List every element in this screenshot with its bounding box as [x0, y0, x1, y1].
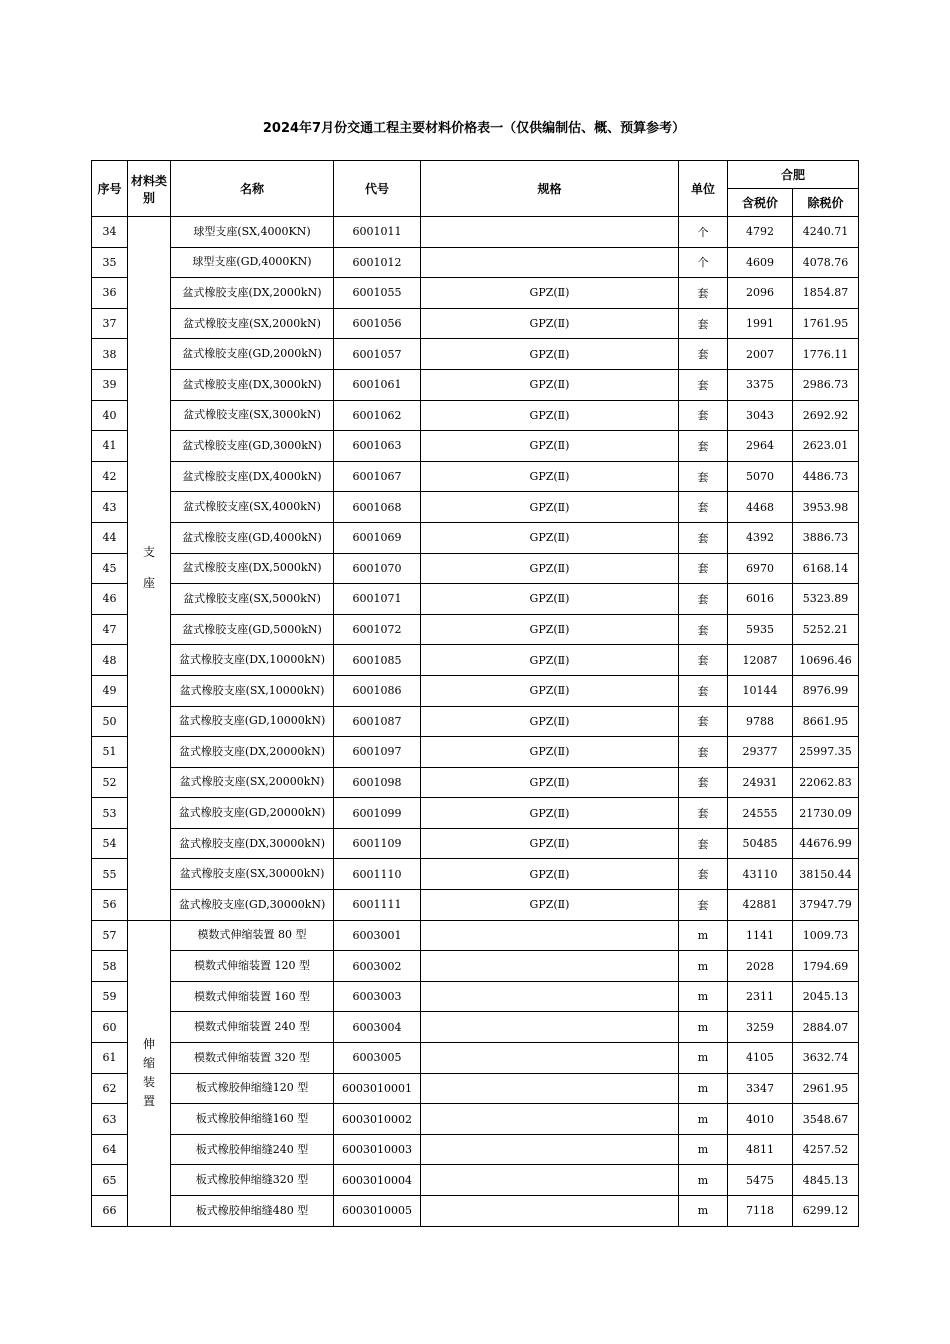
row-unit: 套 — [679, 278, 728, 309]
row-price-notax: 38150.44 — [793, 859, 859, 890]
table-row — [92, 706, 859, 737]
category-expansion — [128, 920, 171, 1226]
category-char: 置 — [142, 1094, 155, 1109]
row-seq: 54 — [92, 828, 128, 859]
row-code: 6001068 — [334, 492, 421, 523]
row-price-tax: 3259 — [728, 1012, 793, 1043]
page-title: 2024年7月份交通工程主要材料价格表一（仅供编制估、概、预算参考） — [262, 121, 686, 136]
row-code: 6003004 — [334, 1012, 421, 1043]
table-row — [92, 400, 859, 431]
row-seq: 34 — [92, 217, 128, 248]
table-row — [92, 431, 859, 462]
row-price-tax: 6016 — [728, 584, 793, 615]
row-seq: 51 — [92, 737, 128, 768]
row-price-notax: 2692.92 — [793, 400, 859, 431]
row-name: 盆式橡胶支座(SX,2000kN) — [171, 308, 334, 339]
row-seq: 55 — [92, 859, 128, 890]
row-price-notax: 25997.35 — [793, 737, 859, 768]
row-code: 6003010004 — [334, 1165, 421, 1196]
row-price-tax: 4010 — [728, 1104, 793, 1135]
row-unit: m — [679, 981, 728, 1012]
row-spec: GPZ(Ⅱ) — [421, 400, 679, 431]
row-code: 6001072 — [334, 614, 421, 645]
row-price-tax: 9788 — [728, 706, 793, 737]
row-code: 6003002 — [334, 951, 421, 982]
row-code: 6001087 — [334, 706, 421, 737]
table-row — [92, 1073, 859, 1104]
row-price-notax: 37947.79 — [793, 890, 859, 921]
row-price-tax: 5475 — [728, 1165, 793, 1196]
row-spec: GPZ(Ⅱ) — [421, 584, 679, 615]
row-name: 盆式橡胶支座(GD,3000kN) — [171, 431, 334, 462]
row-name: 模数式伸缩装置 240 型 — [171, 1012, 334, 1043]
row-name: 板式橡胶伸缩缝480 型 — [171, 1196, 334, 1227]
row-price-notax: 5323.89 — [793, 584, 859, 615]
row-price-tax: 4609 — [728, 247, 793, 278]
row-seq: 40 — [92, 400, 128, 431]
table-row — [92, 981, 859, 1012]
row-price-tax: 3375 — [728, 369, 793, 400]
table-row — [92, 951, 859, 982]
row-price-notax: 44676.99 — [793, 828, 859, 859]
row-price-tax: 4392 — [728, 522, 793, 553]
row-spec: GPZ(Ⅱ) — [421, 890, 679, 921]
row-unit: m — [679, 1165, 728, 1196]
row-spec: GPZ(Ⅱ) — [421, 553, 679, 584]
row-seq: 50 — [92, 706, 128, 737]
row-name: 盆式橡胶支座(GD,5000kN) — [171, 614, 334, 645]
row-spec — [421, 217, 679, 248]
row-price-tax: 29377 — [728, 737, 793, 768]
row-name: 球型支座(SX,4000KN) — [171, 217, 334, 248]
row-price-notax: 3953.98 — [793, 492, 859, 523]
row-code: 6001085 — [334, 645, 421, 676]
row-price-notax: 2045.13 — [793, 981, 859, 1012]
row-name: 盆式橡胶支座(SX,4000kN) — [171, 492, 334, 523]
table-row — [92, 217, 859, 248]
table-row — [92, 737, 859, 768]
row-name: 球型支座(GD,4000KN) — [171, 247, 334, 278]
row-unit: 套 — [679, 614, 728, 645]
row-price-notax: 1776.11 — [793, 339, 859, 370]
row-unit: 套 — [679, 859, 728, 890]
row-code: 6001063 — [334, 431, 421, 462]
table-body — [92, 217, 859, 1227]
row-code: 6003005 — [334, 1043, 421, 1074]
row-unit: m — [679, 1104, 728, 1135]
row-price-tax: 2311 — [728, 981, 793, 1012]
row-spec — [421, 247, 679, 278]
row-price-notax: 10696.46 — [793, 645, 859, 676]
table-row — [92, 767, 859, 798]
row-price-tax: 3043 — [728, 400, 793, 431]
row-seq: 61 — [92, 1043, 128, 1074]
header-seq: 序号 — [92, 161, 128, 217]
row-name: 盆式橡胶支座(SX,5000kN) — [171, 584, 334, 615]
row-price-tax: 5935 — [728, 614, 793, 645]
row-seq: 65 — [92, 1165, 128, 1196]
row-code: 6003003 — [334, 981, 421, 1012]
row-code: 6001070 — [334, 553, 421, 584]
row-spec — [421, 1196, 679, 1227]
row-unit: m — [679, 1196, 728, 1227]
category-char: 伸 — [142, 1037, 155, 1052]
row-name: 盆式橡胶支座(DX,30000kN) — [171, 828, 334, 859]
row-unit: 个 — [679, 247, 728, 278]
table-row — [92, 369, 859, 400]
table-row — [92, 584, 859, 615]
row-price-notax: 3886.73 — [793, 522, 859, 553]
row-spec: GPZ(Ⅱ) — [421, 431, 679, 462]
row-spec: GPZ(Ⅱ) — [421, 461, 679, 492]
row-spec — [421, 981, 679, 1012]
row-name: 板式橡胶伸缩缝320 型 — [171, 1165, 334, 1196]
row-price-tax: 6970 — [728, 553, 793, 584]
row-seq: 48 — [92, 645, 128, 676]
row-price-tax: 4468 — [728, 492, 793, 523]
row-seq: 38 — [92, 339, 128, 370]
row-unit: 套 — [679, 737, 728, 768]
row-unit: 套 — [679, 339, 728, 370]
row-price-notax: 22062.83 — [793, 767, 859, 798]
row-price-tax: 4811 — [728, 1134, 793, 1165]
row-price-tax: 2964 — [728, 431, 793, 462]
row-seq: 52 — [92, 767, 128, 798]
table-row — [92, 278, 859, 309]
row-name: 盆式橡胶支座(GD,2000kN) — [171, 339, 334, 370]
row-spec: GPZ(Ⅱ) — [421, 614, 679, 645]
row-seq: 45 — [92, 553, 128, 584]
category-char: 支 — [142, 545, 155, 560]
table-row — [92, 1196, 859, 1227]
row-spec: GPZ(Ⅱ) — [421, 798, 679, 829]
row-seq: 64 — [92, 1134, 128, 1165]
row-name: 盆式橡胶支座(DX,5000kN) — [171, 553, 334, 584]
row-spec: GPZ(Ⅱ) — [421, 369, 679, 400]
row-code: 6003010005 — [334, 1196, 421, 1227]
row-name: 板式橡胶伸缩缝240 型 — [171, 1134, 334, 1165]
row-price-notax: 2884.07 — [793, 1012, 859, 1043]
row-code: 6001011 — [334, 217, 421, 248]
row-unit: m — [679, 1073, 728, 1104]
row-seq: 46 — [92, 584, 128, 615]
row-seq: 42 — [92, 461, 128, 492]
table-row — [92, 308, 859, 339]
row-price-tax: 12087 — [728, 645, 793, 676]
header-unit: 单位 — [679, 161, 728, 217]
row-price-tax: 7118 — [728, 1196, 793, 1227]
row-seq: 56 — [92, 890, 128, 921]
row-spec: GPZ(Ⅱ) — [421, 675, 679, 706]
row-code: 6003010002 — [334, 1104, 421, 1135]
row-code: 6001067 — [334, 461, 421, 492]
row-price-tax: 4792 — [728, 217, 793, 248]
row-spec — [421, 1165, 679, 1196]
row-seq: 49 — [92, 675, 128, 706]
row-name: 盆式橡胶支座(GD,10000kN) — [171, 706, 334, 737]
row-name: 模数式伸缩装置 320 型 — [171, 1043, 334, 1074]
row-code: 6001055 — [334, 278, 421, 309]
row-unit: m — [679, 1134, 728, 1165]
row-code: 6001110 — [334, 859, 421, 890]
row-code: 6001062 — [334, 400, 421, 431]
table-row — [92, 645, 859, 676]
row-unit: 套 — [679, 492, 728, 523]
row-price-notax: 6168.14 — [793, 553, 859, 584]
row-code: 6001071 — [334, 584, 421, 615]
table-row — [92, 1104, 859, 1135]
row-price-notax: 5252.21 — [793, 614, 859, 645]
row-code: 6001061 — [334, 369, 421, 400]
header-category: 材料类别 — [128, 161, 171, 217]
row-spec — [421, 1043, 679, 1074]
row-spec — [421, 1134, 679, 1165]
table-row — [92, 1012, 859, 1043]
row-seq: 43 — [92, 492, 128, 523]
table-row — [92, 1043, 859, 1074]
row-seq: 44 — [92, 522, 128, 553]
row-spec: GPZ(Ⅱ) — [421, 737, 679, 768]
row-code: 6001099 — [334, 798, 421, 829]
row-price-tax: 4105 — [728, 1043, 793, 1074]
row-spec: GPZ(Ⅱ) — [421, 278, 679, 309]
row-spec: GPZ(Ⅱ) — [421, 767, 679, 798]
row-code: 6001057 — [334, 339, 421, 370]
row-price-notax: 4257.52 — [793, 1134, 859, 1165]
row-unit: 套 — [679, 890, 728, 921]
row-price-notax: 1854.87 — [793, 278, 859, 309]
row-code: 6001056 — [334, 308, 421, 339]
row-spec: GPZ(Ⅱ) — [421, 492, 679, 523]
row-price-notax: 21730.09 — [793, 798, 859, 829]
row-spec: GPZ(Ⅱ) — [421, 706, 679, 737]
table-row — [92, 1134, 859, 1165]
row-unit: 套 — [679, 675, 728, 706]
row-spec: GPZ(Ⅱ) — [421, 339, 679, 370]
row-unit: 套 — [679, 706, 728, 737]
row-name: 盆式橡胶支座(DX,20000kN) — [171, 737, 334, 768]
row-seq: 37 — [92, 308, 128, 339]
row-price-tax: 2007 — [728, 339, 793, 370]
header-name: 名称 — [171, 161, 334, 217]
row-code: 6003010001 — [334, 1073, 421, 1104]
row-seq: 39 — [92, 369, 128, 400]
row-price-tax: 5070 — [728, 461, 793, 492]
category-char: 座 — [142, 576, 155, 591]
row-spec — [421, 1104, 679, 1135]
row-seq: 57 — [92, 920, 128, 951]
header-region: 合肥 — [728, 161, 859, 189]
row-price-tax: 3347 — [728, 1073, 793, 1104]
row-name: 盆式橡胶支座(DX,10000kN) — [171, 645, 334, 676]
row-price-notax: 4486.73 — [793, 461, 859, 492]
row-name: 板式橡胶伸缩缝160 型 — [171, 1104, 334, 1135]
category-char: 装 — [142, 1075, 155, 1090]
row-price-tax: 2096 — [728, 278, 793, 309]
row-spec: GPZ(Ⅱ) — [421, 308, 679, 339]
row-name: 模数式伸缩装置 120 型 — [171, 951, 334, 982]
table-row — [92, 1165, 859, 1196]
row-name: 盆式橡胶支座(GD,20000kN) — [171, 798, 334, 829]
row-name: 模数式伸缩装置 160 型 — [171, 981, 334, 1012]
row-unit: m — [679, 1043, 728, 1074]
row-price-tax: 10144 — [728, 675, 793, 706]
row-unit: m — [679, 920, 728, 951]
table-row — [92, 247, 859, 278]
row-name: 盆式橡胶支座(SX,10000kN) — [171, 675, 334, 706]
row-price-tax: 1991 — [728, 308, 793, 339]
table-row — [92, 675, 859, 706]
row-unit: 套 — [679, 461, 728, 492]
row-code: 6001097 — [334, 737, 421, 768]
row-name: 盆式橡胶支座(DX,3000kN) — [171, 369, 334, 400]
row-seq: 35 — [92, 247, 128, 278]
row-price-notax: 6299.12 — [793, 1196, 859, 1227]
table-row — [92, 492, 859, 523]
row-code: 6003010003 — [334, 1134, 421, 1165]
row-price-notax: 2986.73 — [793, 369, 859, 400]
row-price-notax: 2623.01 — [793, 431, 859, 462]
price-table — [91, 160, 859, 1227]
row-price-notax: 4845.13 — [793, 1165, 859, 1196]
row-price-notax: 1794.69 — [793, 951, 859, 982]
row-seq: 60 — [92, 1012, 128, 1043]
row-code: 6001086 — [334, 675, 421, 706]
row-spec — [421, 1012, 679, 1043]
row-unit: 套 — [679, 828, 728, 859]
row-code: 6001069 — [334, 522, 421, 553]
row-spec — [421, 951, 679, 982]
row-name: 板式橡胶伸缩缝120 型 — [171, 1073, 334, 1104]
row-spec: GPZ(Ⅱ) — [421, 522, 679, 553]
row-code: 6001012 — [334, 247, 421, 278]
row-price-tax: 2028 — [728, 951, 793, 982]
header-price-notax: 除税价 — [793, 189, 859, 217]
row-name: 盆式橡胶支座(SX,30000kN) — [171, 859, 334, 890]
table-row — [92, 339, 859, 370]
row-price-notax: 4240.71 — [793, 217, 859, 248]
row-name: 盆式橡胶支座(DX,4000kN) — [171, 461, 334, 492]
header-spec: 规格 — [421, 161, 679, 217]
table-row — [92, 553, 859, 584]
row-seq: 58 — [92, 951, 128, 982]
row-unit: 套 — [679, 308, 728, 339]
row-unit: m — [679, 951, 728, 982]
row-spec: GPZ(Ⅱ) — [421, 645, 679, 676]
row-seq: 53 — [92, 798, 128, 829]
row-unit: m — [679, 1012, 728, 1043]
table-row — [92, 890, 859, 921]
header-code: 代号 — [334, 161, 421, 217]
row-name: 模数式伸缩装置 80 型 — [171, 920, 334, 951]
row-seq: 41 — [92, 431, 128, 462]
table-row — [92, 614, 859, 645]
row-spec: GPZ(Ⅱ) — [421, 828, 679, 859]
row-unit: 套 — [679, 584, 728, 615]
table-row — [92, 920, 859, 951]
row-price-tax: 24555 — [728, 798, 793, 829]
row-price-notax: 1009.73 — [793, 920, 859, 951]
row-price-notax: 3548.67 — [793, 1104, 859, 1135]
row-price-notax: 2961.95 — [793, 1073, 859, 1104]
row-unit: 套 — [679, 798, 728, 829]
row-unit: 套 — [679, 645, 728, 676]
row-unit: 套 — [679, 431, 728, 462]
row-price-notax: 8976.99 — [793, 675, 859, 706]
table-row — [92, 859, 859, 890]
row-seq: 62 — [92, 1073, 128, 1104]
row-price-tax: 43110 — [728, 859, 793, 890]
row-unit: 套 — [679, 553, 728, 584]
row-name: 盆式橡胶支座(SX,20000kN) — [171, 767, 334, 798]
row-seq: 36 — [92, 278, 128, 309]
row-seq: 59 — [92, 981, 128, 1012]
table-row — [92, 828, 859, 859]
row-name: 盆式橡胶支座(GD,4000kN) — [171, 522, 334, 553]
row-unit: 套 — [679, 400, 728, 431]
category-char: 缩 — [142, 1056, 155, 1071]
row-code: 6003001 — [334, 920, 421, 951]
row-unit: 套 — [679, 522, 728, 553]
row-unit: 套 — [679, 767, 728, 798]
row-unit: 个 — [679, 217, 728, 248]
row-seq: 66 — [92, 1196, 128, 1227]
row-unit: 套 — [679, 369, 728, 400]
row-code: 6001111 — [334, 890, 421, 921]
row-spec — [421, 1073, 679, 1104]
row-price-notax: 1761.95 — [793, 308, 859, 339]
row-price-tax: 50485 — [728, 828, 793, 859]
row-code: 6001109 — [334, 828, 421, 859]
row-seq: 47 — [92, 614, 128, 645]
row-price-tax: 24931 — [728, 767, 793, 798]
row-spec — [421, 920, 679, 951]
table-row — [92, 798, 859, 829]
row-seq: 63 — [92, 1104, 128, 1135]
row-price-notax: 3632.74 — [793, 1043, 859, 1074]
table-row — [92, 461, 859, 492]
row-code: 6001098 — [334, 767, 421, 798]
row-name: 盆式橡胶支座(DX,2000kN) — [171, 278, 334, 309]
row-name: 盆式橡胶支座(GD,30000kN) — [171, 890, 334, 921]
row-price-notax: 8661.95 — [793, 706, 859, 737]
header-price-tax: 含税价 — [728, 189, 793, 217]
category-support — [128, 217, 171, 921]
row-spec: GPZ(Ⅱ) — [421, 859, 679, 890]
table-row — [92, 522, 859, 553]
row-price-tax: 1141 — [728, 920, 793, 951]
row-name: 盆式橡胶支座(SX,3000kN) — [171, 400, 334, 431]
row-price-tax: 42881 — [728, 890, 793, 921]
row-price-notax: 4078.76 — [793, 247, 859, 278]
